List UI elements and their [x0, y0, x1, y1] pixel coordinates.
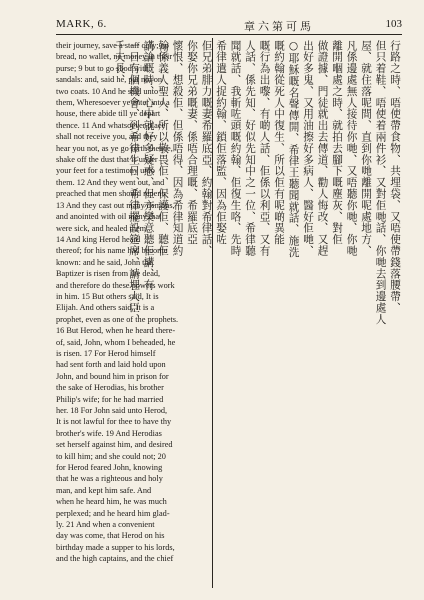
english-line: and therefore do these powers work: [56, 280, 175, 290]
chinese-line: 出好多鬼、又用油擦好多病人、醫好佢哋、: [302, 40, 314, 257]
english-line: to kill him; and she could not; 20: [56, 451, 166, 461]
chinese-line: 但只着鞋、唔使着兩件衫、又對佢哋話、你哋去到邊處人: [374, 40, 387, 325]
english-line: them, Wheresoever ye enter into a: [56, 98, 170, 108]
english-line: when he heard him, he was much: [56, 497, 167, 507]
chinese-line: 做證據、門徒就出去傳道、勸人悔改、又趕: [316, 40, 329, 257]
chinese-line: 你娶你兄弟嘅妻、係唔合理嘅、希羅底亞: [186, 40, 198, 246]
chinese-line: 希律遣人捉約翰、鎖佢落監、因為佢娶咗: [215, 40, 227, 246]
english-line: of, said, John, whom I beheaded, he: [56, 337, 176, 347]
english-line: Philip's wife; for he had married: [56, 394, 164, 404]
page-number: 103: [385, 18, 402, 30]
english-line: prophet, even as one of the prophets.: [56, 314, 179, 324]
english-line: man, and kept him safe. And: [56, 485, 152, 495]
chinese-line: 嘅約翰從死人中復生、所以佢有呢啲異能: [273, 40, 285, 246]
english-line: purse; 9 but to go shod with: [56, 63, 149, 73]
english-line: were sick, and healed them.: [56, 223, 149, 233]
english-line: ly. 21 And when a convenient: [56, 520, 155, 530]
english-line: brother's wife. 19 And Herodias: [56, 428, 162, 438]
english-line: Baptizer is risen from the dead,: [56, 269, 161, 279]
english-line: for Herod feared John, knowing: [56, 463, 163, 473]
english-line: Elijah. And others said, It is a: [56, 303, 155, 313]
english-line: her. 18 For John said unto Herod,: [56, 406, 168, 415]
english-line: John, and bound him in prison for: [56, 371, 169, 381]
english-line: is risen. 17 For Herod himself: [56, 348, 156, 358]
chinese-line: 凡係邊處無人接待你哋、又唔聽你哋、你哋: [345, 40, 358, 257]
chinese-line: ○耶穌嘅名聲傳開、希律王聽聞就話、施洗: [287, 40, 300, 258]
english-line: and the high captains, and the chief: [56, 554, 174, 564]
english-line: two coats. 10 And he said unto: [56, 86, 159, 96]
english-line: shall not receive you, and they: [56, 132, 158, 142]
english-line: 14 And king Herod heard: [56, 234, 141, 244]
chinese-line: 翰係義人聖人、所以敬畏佢、保護佢、聽佢: [157, 40, 169, 257]
english-line: the sake of Herodias, his brother: [56, 383, 164, 393]
chinese-line: 一日有個機會、到希律生日、希律擺設筵席、請埋大臣、: [128, 40, 140, 325]
header-book-chapter: MARK, 6.: [56, 18, 107, 30]
english-line: had sent forth and laid hold upon: [56, 360, 166, 370]
chinese-line: 佢兄弟腓力嘅妻希羅底亞、約翰對希律話、: [200, 40, 213, 257]
english-line: birthday made a supper to his lords,: [56, 542, 175, 552]
english-line: set herself against him, and desired: [56, 440, 173, 450]
english-line: and anointed with oil many that: [56, 212, 162, 222]
english-line: hear you not, as ye go forth thence,: [56, 143, 173, 153]
english-line: perplexed; and he heard him glad-: [56, 508, 170, 518]
chinese-line: 聞就話、我斬咗頭嘅約翰、佢復生咯、先時: [229, 40, 242, 257]
english-line: your feet for a testimony unto: [56, 166, 155, 176]
header-chinese-title: 章六第可馬: [244, 21, 314, 33]
english-line: that he was a righteous and holy: [56, 474, 163, 484]
chinese-line: 離開嗰處之時、就拍去腳下嘅塵灰、對佢: [331, 40, 343, 246]
chinese-line: 千夫長、: [113, 40, 126, 86]
english-line: bread, no wallet, no money in their: [56, 52, 173, 62]
english-line: them. 12 And they went out, and: [56, 177, 165, 187]
chinese-line: 行路之時、唔使帶食物、共埋袋、又唔使帶錢落腰帶、: [389, 40, 401, 314]
english-line: It is not lawful for thee to have thy: [56, 417, 172, 427]
english-line: preached that men should repent.: [56, 189, 166, 199]
english-line: sandals: and, said he, put not on: [56, 75, 162, 85]
english-line: 16 But Herod, when he heard there-: [56, 326, 176, 336]
chinese-line: 講論嘅時、心中就好多疑惑、但亦樂意聽佢講、有: [142, 40, 155, 291]
chinese-line: 屋、就住落呢間、直到你哋離開呢處地方、: [360, 40, 372, 257]
english-line: 13 And they cast out many demons,: [56, 200, 175, 210]
english-line: thereof; for his name had become: [56, 246, 168, 256]
english-line: in him. 15 But others said, It is: [56, 291, 159, 301]
chinese-line: 嘅行為出嚟、有啲人話、佢係以利亞、又有: [258, 40, 271, 257]
english-line: house, there abide till ye depart: [56, 109, 161, 119]
chinese-line: 懷恨、想殺佢、但係唔得、因為希律知道約: [171, 40, 184, 257]
header-rule: [56, 34, 402, 35]
chinese-line: 人話、係先知、好似先知中之一位、希律聽: [244, 40, 256, 257]
english-line: their journey, save a staff only; no: [56, 41, 169, 50]
english-line: known: and he said, John the: [56, 257, 153, 267]
english-line: thence. 11 And whatsoever place: [56, 120, 166, 130]
english-line: day was come, that Herod on his: [56, 531, 165, 541]
english-line: shake off the dust that is under: [56, 155, 158, 165]
